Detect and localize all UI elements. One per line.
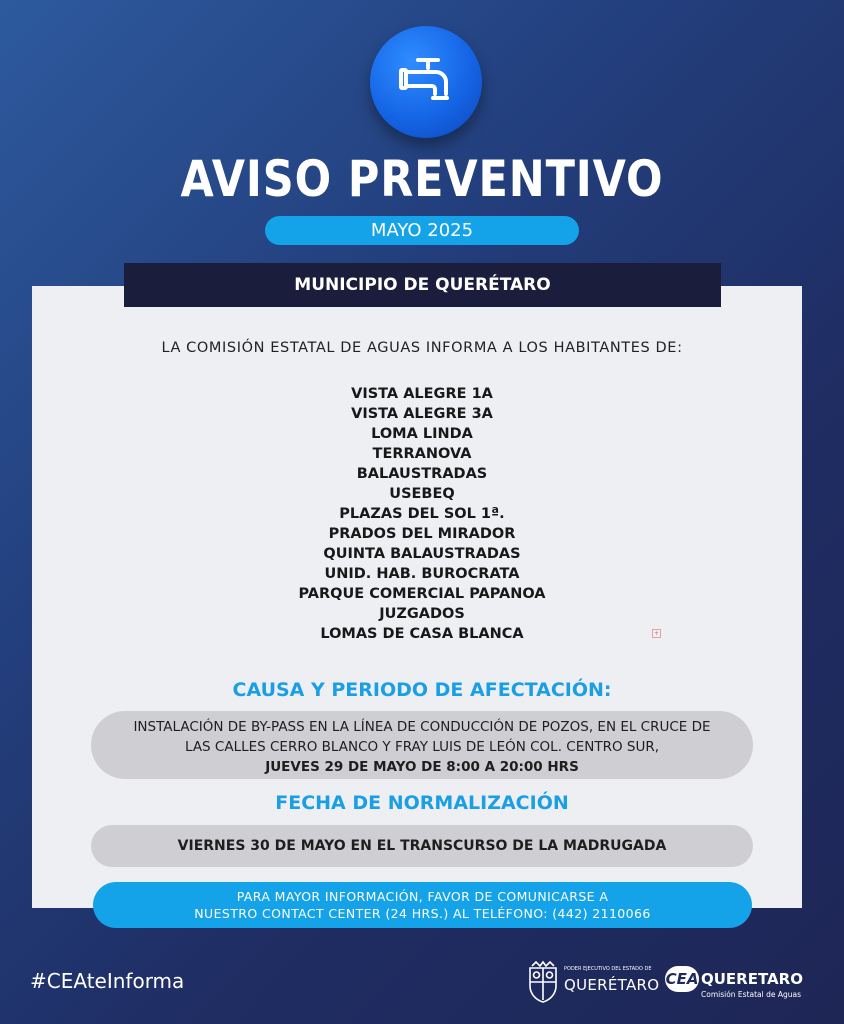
causa-line-2: LAS CALLES CERRO BLANCO Y FRAY LUIS DE LEÓN COL. CENTRO SUR, xyxy=(184,739,660,755)
list-item: JUZGADOS xyxy=(379,606,465,622)
small-marker-icon: + xyxy=(653,630,660,637)
list-item: UNID. HAB. BUROCRATA xyxy=(324,566,520,582)
list-item: USEBEQ xyxy=(389,486,455,502)
contact-line-1: PARA MAYOR INFORMACIÓN, FAVOR DE COMUNICARSE A xyxy=(236,889,609,904)
estado-name: QUERÉTARO xyxy=(564,976,660,994)
list-item: TERRANOVA xyxy=(372,446,472,462)
month-badge: MAYO 2025 xyxy=(265,216,579,245)
list-item: VISTA ALEGRE 3A xyxy=(351,406,493,422)
colonias-list xyxy=(222,384,622,644)
normalizacion-box: VIERNES 30 DE MAYO EN EL TRANSCURSO DE LA MADRUGADA xyxy=(91,825,753,867)
normalizacion-title: FECHA DE NORMALIZACIÓN xyxy=(275,792,569,814)
page-title: AVISO PREVENTIVO xyxy=(180,150,664,208)
causa-title: CAUSA Y PERIODO DE AFECTACIÓN: xyxy=(232,679,612,701)
list-item: VISTA ALEGRE 1A xyxy=(351,386,493,402)
contact-banner xyxy=(93,882,752,928)
list-item: PLAZAS DEL SOL 1ª. xyxy=(339,506,505,522)
list-item: LOMAS DE CASA BLANCA xyxy=(320,626,524,642)
causa-box xyxy=(91,711,753,779)
cea-name: QUERETARO xyxy=(701,970,803,988)
causa-line-1: INSTALACIÓN DE BY-PASS EN LA LÍNEA DE CONDUCCIÓN DE POZOS, EN EL CRUCE DE xyxy=(133,719,711,735)
list-item: QUINTA BALAUSTRADAS xyxy=(323,546,521,562)
list-item: BALAUSTRADAS xyxy=(356,466,488,482)
cea-subtitle: Comisión Estatal de Aguas xyxy=(701,990,802,999)
estado-logo xyxy=(526,960,660,1004)
hashtag: #CEAteInforma xyxy=(30,969,185,993)
estado-small-text: PODER EJECUTIVO DEL ESTADO DE xyxy=(564,966,652,972)
causa-date: JUEVES 29 DE MAYO DE 8:00 A 20:00 HRS xyxy=(265,759,579,775)
coat-of-arms-icon xyxy=(526,960,560,1004)
list-item: PARQUE COMERCIAL PAPANOA xyxy=(298,586,546,602)
intro-text: LA COMISIÓN ESTATAL DE AGUAS INFORMA A LOS HABITANTES DE: xyxy=(161,340,683,356)
list-item: PRADOS DEL MIRADOR xyxy=(328,526,516,542)
contact-line-2: NUESTRO CONTACT CENTER (24 HRS.) AL TELÉFONO: (442) 2110066 xyxy=(194,906,651,921)
faucet-badge xyxy=(370,26,482,138)
cea-logo xyxy=(665,964,805,1004)
faucet-icon xyxy=(392,48,460,116)
list-item: LOMA LINDA xyxy=(371,426,473,442)
municipio-banner: MUNICIPIO DE QUERÉTARO xyxy=(124,263,721,307)
cea-mark: CEA xyxy=(665,966,699,992)
